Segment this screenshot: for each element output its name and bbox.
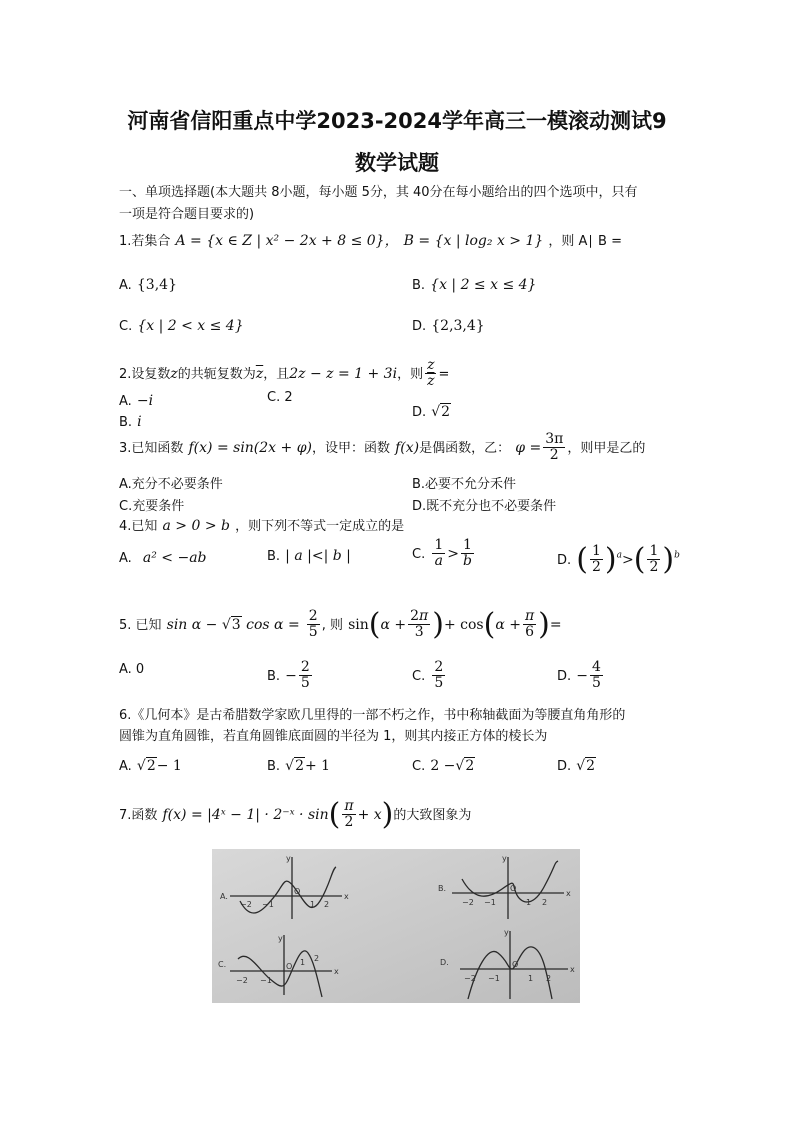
q4-option-d: D. ( $\frac{1}{2}$ )$^a$>( $\frac{1}{2}$ )$^b$ xyxy=(557,542,680,577)
svg-text:1: 1 xyxy=(300,958,306,967)
q3-option-c: C.充要条件 xyxy=(119,499,185,514)
page-subtitle: 数学试题 xyxy=(355,151,439,175)
svg-text:2: 2 xyxy=(542,898,548,907)
q4-option-c: C. $\frac{1}{a}$ > $\frac{1}{b}$ xyxy=(412,537,472,569)
svg-text:y: y xyxy=(278,934,283,943)
question-1-stem xyxy=(119,230,622,250)
q4-option-b: B. | a |<| b | xyxy=(267,548,351,564)
q6-option-a: A. √2− 1 xyxy=(119,758,182,774)
svg-text:y: y xyxy=(504,928,509,937)
q3-option-a: A.充分不必要条件 xyxy=(119,477,223,492)
graph-d-label: D. xyxy=(440,958,449,967)
q5-option-b: B. − $\frac{2}{5}$ xyxy=(267,659,310,691)
svg-text:x: x xyxy=(344,892,349,901)
q3-fraction: $\frac{3\pi}{2}$ xyxy=(545,431,564,463)
q2-option-a: A. −i xyxy=(119,393,154,409)
svg-text:−2: −2 xyxy=(236,976,248,985)
q1-option-a: A. {3,4} xyxy=(119,277,177,293)
svg-text:O: O xyxy=(294,887,301,896)
svg-text:−2: −2 xyxy=(462,898,474,907)
svg-text:O: O xyxy=(512,960,519,969)
q3-option-d: D.既不充分也不必要条件 xyxy=(412,499,557,514)
section-heading-line1: 一、单项选择题(本大题共 8小题，每小题 5分，其 40分在每小题给出的四个选项中，只有 xyxy=(119,185,638,200)
svg-text:2: 2 xyxy=(314,954,320,963)
question-6-line1: 6.《几何本》是古希腊数学家欧几里得的一部不朽之作，书中称轴截面为等腰直角角形的 xyxy=(119,708,626,723)
svg-text:x: x xyxy=(566,889,571,898)
q1-option-c: C. {x | 2 < x ≤ 4} xyxy=(119,318,244,334)
svg-text:2: 2 xyxy=(324,900,330,909)
svg-text:−2: −2 xyxy=(240,900,252,909)
q1-set-a: A = {x ∈ Z | x² − 2x + 8 ≤ 0}， xyxy=(175,233,399,249)
q2-option-b: B. i xyxy=(119,414,142,430)
svg-text:y: y xyxy=(502,854,507,863)
svg-text:y: y xyxy=(286,854,291,863)
q2-option-d: D. √2 xyxy=(412,404,451,420)
q1-set-b: B = {x | log₂ x > 1} xyxy=(403,233,544,249)
q1-ask: ，则 A∣ B = xyxy=(548,234,622,249)
svg-text:−1: −1 xyxy=(260,976,272,985)
q6-option-b: B. √2+ 1 xyxy=(267,758,331,774)
section-heading-line2: 一项是符合题目要求的) xyxy=(119,207,255,222)
graph-b-label: B. xyxy=(438,884,447,893)
question-5-stem: 5. 已知 sin α − √3 cos α = $\frac{2}{5}$ , 则 sin(α + $\frac{2\pi}{3}$ )+ cos(α + $\frac{\pi}{6}$ )= xyxy=(119,607,562,642)
svg-text:1: 1 xyxy=(528,974,534,983)
q2-option-c: C. 2 xyxy=(267,390,293,405)
svg-text:x: x xyxy=(334,967,339,976)
svg-text:O: O xyxy=(286,962,293,971)
q1-option-b: B. {x | 2 ≤ x ≤ 4} xyxy=(412,277,537,293)
svg-text:1: 1 xyxy=(310,900,316,909)
question-4-stem: 4.已知 a > 0 > b ，则下列不等式一定成立的是 xyxy=(119,518,405,534)
q5-option-a: A. 0 xyxy=(119,662,145,677)
q6-option-d: D. √2 xyxy=(557,758,596,774)
q1-number: 1.若集合 xyxy=(119,234,171,249)
q2-fraction: $\frac{z}{z}$ xyxy=(427,357,435,389)
q1-option-d: D. {2,3,4} xyxy=(412,318,485,334)
q5-option-c: C. $\frac{2}{5}$ xyxy=(412,659,444,691)
svg-text:−1: −1 xyxy=(484,898,496,907)
q4-option-a: A. a² < −ab xyxy=(119,550,207,566)
svg-text:−2: −2 xyxy=(464,974,476,983)
graph-a-label: A. xyxy=(220,892,228,901)
question-3-stem: 3.已知函数 f(x) = sin(2x + φ)，设甲：函数 f(x)是偶函数，乙： φ = $\frac{3\pi}{2}$ ，则甲是乙的 xyxy=(119,431,646,463)
question-7-stem: 7.函数 f(x) = |4ˣ − 1| · 2⁻ˣ · sin( $\frac{\pi}{2}$ + x)的大致图象为 xyxy=(119,797,472,832)
q5-option-d: D. − $\frac{4}{5}$ xyxy=(557,659,601,691)
graph-c-label: C. xyxy=(218,960,227,969)
svg-text:x: x xyxy=(570,965,575,974)
page-title: 河南省信阳重点中学2023-2024学年高三一模滚动测试9 xyxy=(127,109,667,133)
graph-options-photo xyxy=(212,849,580,1003)
q3-option-b: B.必要不允分禾件 xyxy=(412,477,517,492)
svg-text:1: 1 xyxy=(526,898,532,907)
svg-text:O: O xyxy=(510,884,517,893)
q6-option-c: C. 2 −√2 xyxy=(412,758,475,774)
svg-text:−1: −1 xyxy=(262,900,274,909)
question-6-line2: 圆锥为直角圆锥，若直角圆锥底面圆的半径为 1，则其内接正方体的棱长为 xyxy=(119,729,548,744)
svg-text:2: 2 xyxy=(546,974,552,983)
svg-text:−1: −1 xyxy=(488,974,500,983)
question-2-stem: 2.设复数z的共轭复数为$\overline{z}$，且2z − z = 1 + 3i，则 $\frac{z}{z}$ = xyxy=(119,357,450,389)
